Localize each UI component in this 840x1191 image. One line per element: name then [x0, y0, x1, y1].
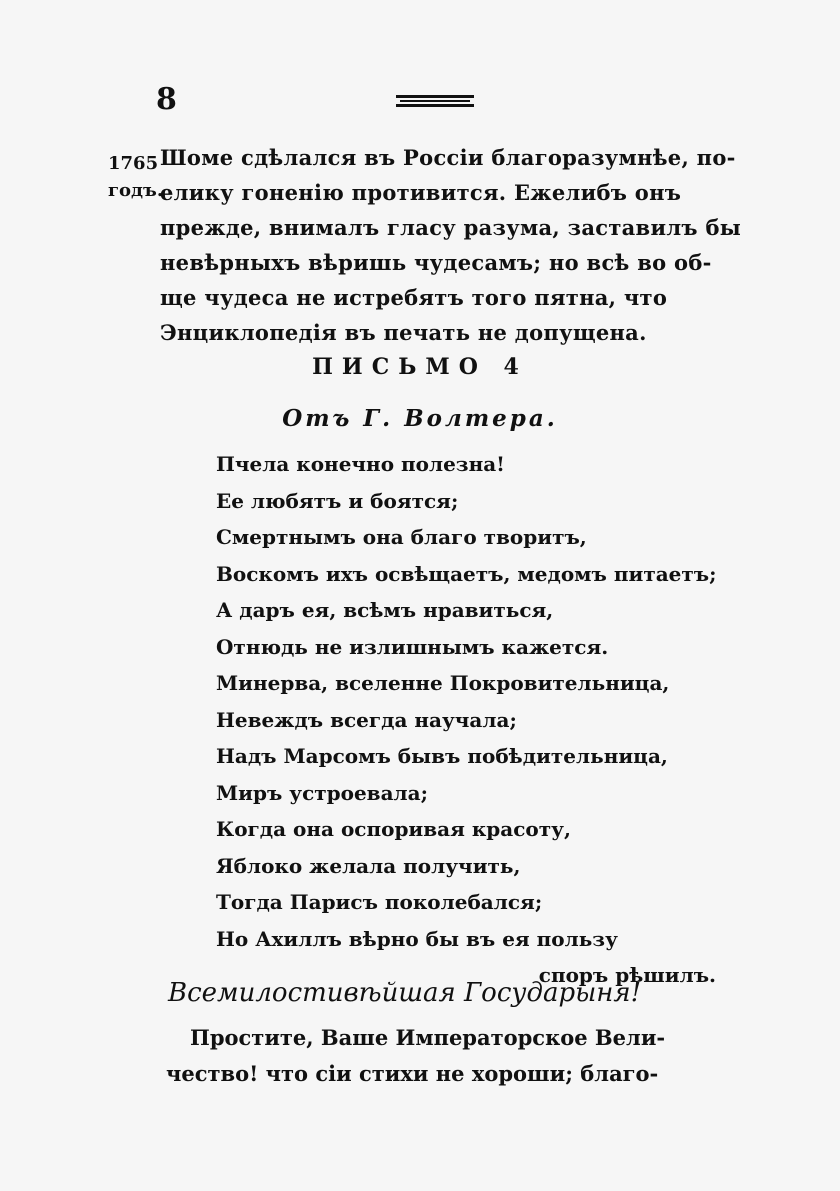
salutation: Всемилостивѣйшая Государыня!	[168, 978, 642, 1008]
poem-line: Минерва, вселенне Покровительница,	[216, 671, 670, 695]
poem-line: Надъ Марсомъ бывъ побѣдительница,	[216, 744, 668, 768]
prose-paragraph	[160, 140, 742, 350]
letter-line: Простите, Ваше Императорское Вели-	[190, 1025, 666, 1050]
poem-last-line: споръ рѣшилъ.	[538, 963, 716, 987]
poem-line: А даръ ея, всѣмъ нравиться,	[216, 598, 554, 622]
header-ornament	[396, 95, 474, 107]
poem-line: Яблоко желала получить,	[216, 853, 521, 878]
margin-label: годъ.	[108, 180, 164, 201]
margin-note	[108, 150, 163, 204]
poem-line: Когда она оспоривая красоту,	[216, 817, 571, 841]
page-number: 8	[156, 82, 177, 117]
prose-line: елику гоненію противится. Ежелибъ онъ	[160, 180, 682, 205]
poem-line: Пчела конечно полезна!	[216, 452, 505, 476]
margin-year: 1765	[108, 153, 159, 174]
poem-line: Воскомъ ихъ освѣщаетъ, медомъ питаетъ;	[216, 561, 717, 586]
poem	[216, 446, 736, 994]
letter-body	[166, 1020, 750, 1092]
prose-line: прежде, внималъ гласу разума, заставилъ бы	[160, 215, 742, 240]
prose-line: невѣрныхъ вѣришь чудесамъ; но всѣ во об-	[160, 250, 712, 275]
prose-line: Шоме сдѣлался въ Россіи благоразумнѣе, по-	[160, 145, 736, 170]
poem-line: Миръ устроевала;	[216, 780, 428, 805]
poem-line: Ее любятъ и боятся;	[216, 488, 459, 513]
letter-line: чество! что сіи стихи не хороши; благо-	[166, 1061, 659, 1086]
poem-line: Тогда Парисъ поколебался;	[216, 890, 543, 914]
poem-line: Но Ахиллъ вѣрно бы въ ея пользу	[216, 926, 618, 951]
poem-line: Смертнымъ она благо творитъ,	[216, 525, 587, 549]
letter-subheading: Отъ Г. Волтера.	[282, 405, 558, 432]
prose-line: Энциклопедія въ печать не допущена.	[160, 320, 647, 345]
poem-line: Отнюдь не излишнымъ кажется.	[216, 634, 609, 659]
poem-line: Невеждъ всегда научала;	[216, 707, 517, 732]
letter-heading: ПИСЬМО 4	[312, 354, 528, 380]
prose-line: ще чудеса не истребятъ того пятна, что	[160, 285, 668, 310]
